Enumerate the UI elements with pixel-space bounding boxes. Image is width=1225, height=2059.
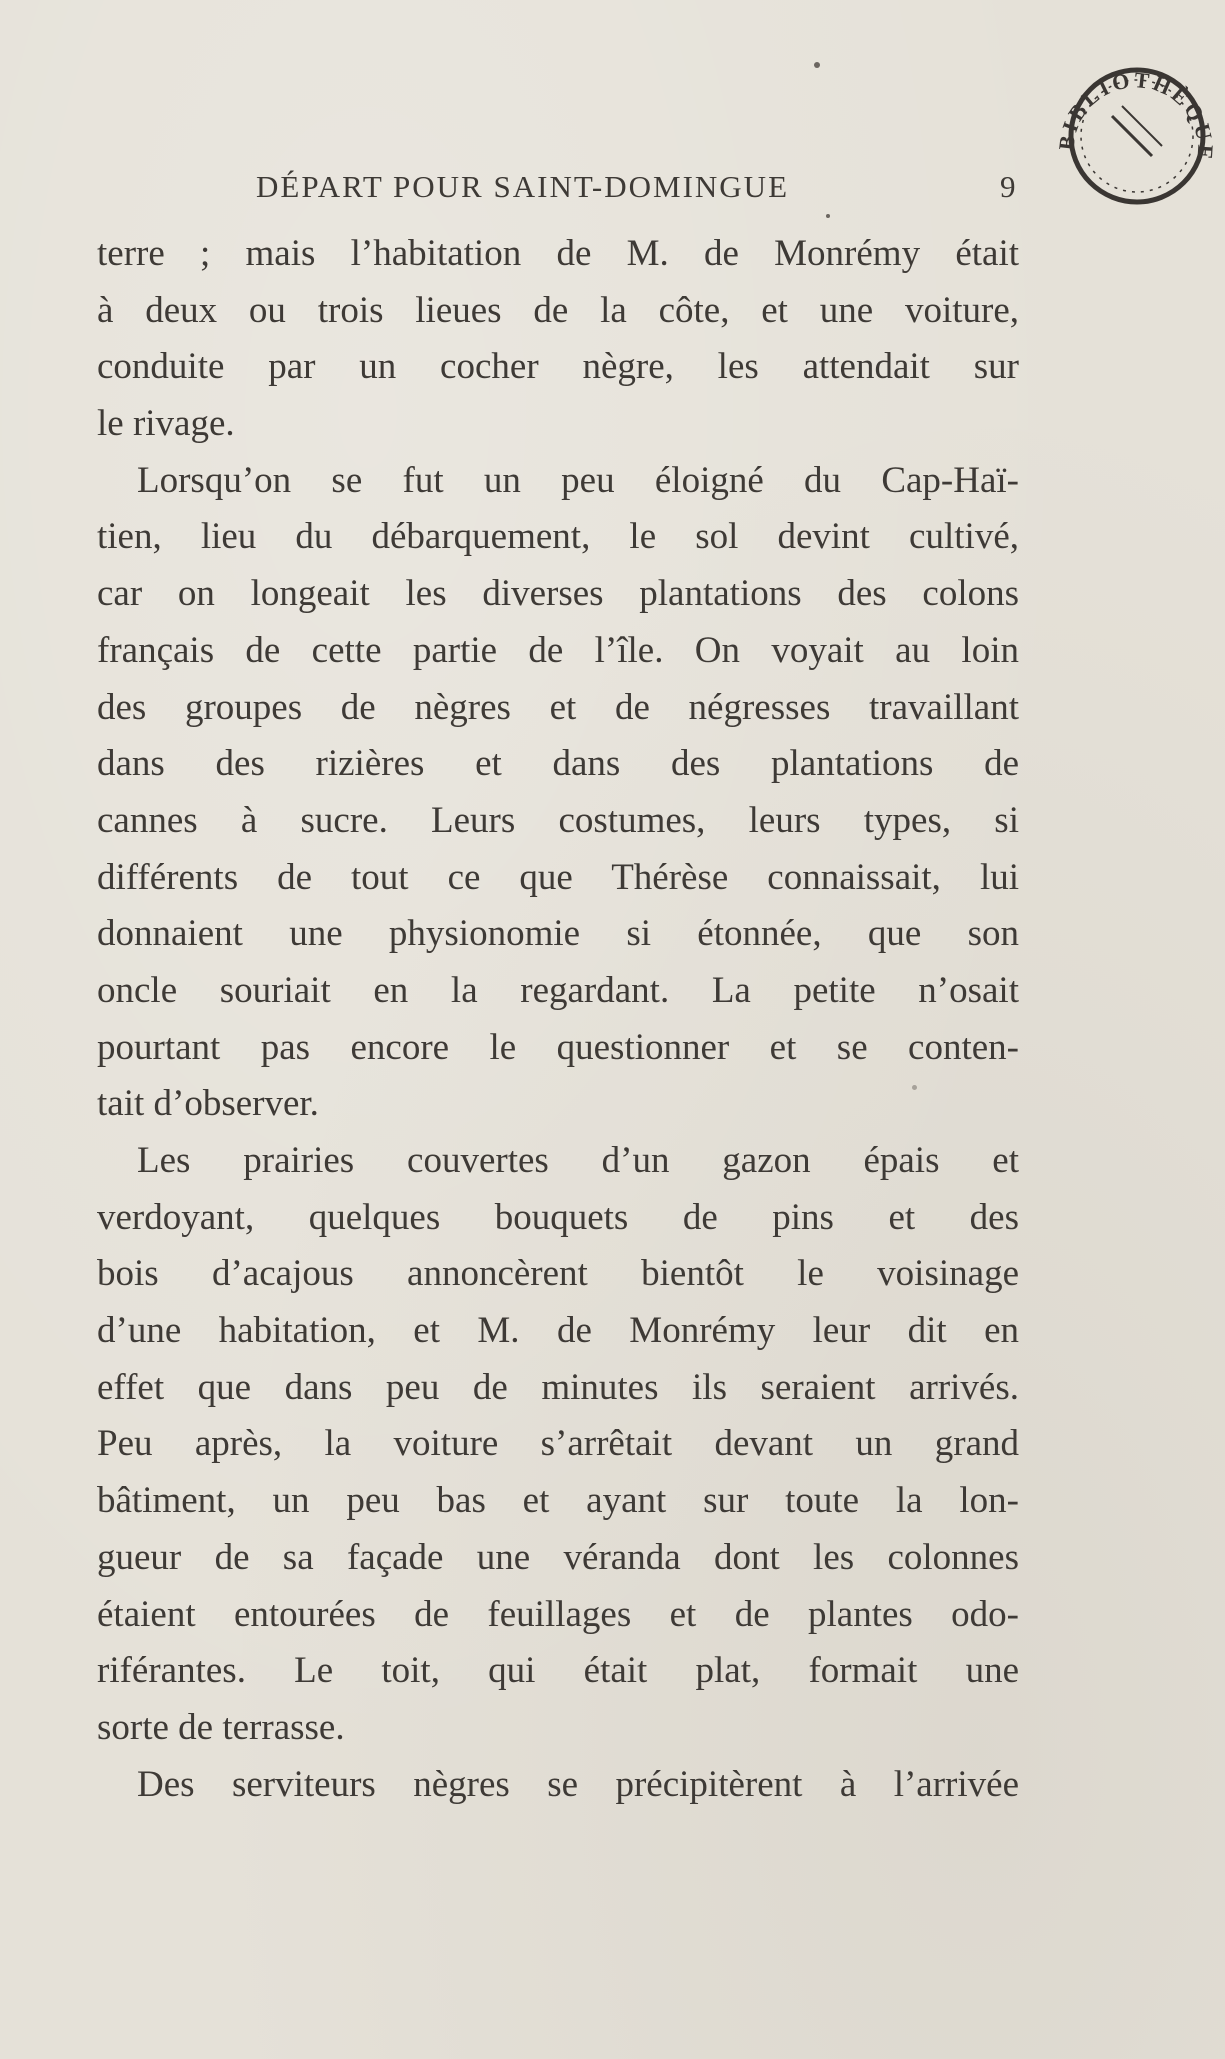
- page-number: 9: [1000, 169, 1016, 204]
- page-header: [0, 164, 1225, 210]
- text-line: Les prairies couvertes d’un gazon épais et: [137, 1140, 1019, 1181]
- text-line: dans des rizières et dans des plantations de: [97, 743, 1019, 785]
- paragraph: [97, 1757, 1019, 1814]
- text-line: sorte de terrasse.: [97, 1706, 345, 1748]
- text-line: à deux ou trois lieues de la côte, et une voiture,: [97, 289, 1019, 331]
- paragraph: [97, 1133, 1019, 1757]
- text-line: car on longeait les diverses plantations des colons: [97, 573, 1019, 615]
- paper-speck: [826, 214, 830, 218]
- text-line: pourtant pas encore le questionner et se conten-: [97, 1026, 1019, 1068]
- paragraph: [97, 226, 1019, 453]
- text-line: tien, lieu du débarquement, le sol devint cultivé,: [97, 516, 1019, 558]
- text-line: Peu après, la voiture s’arrêtait devant un grand: [97, 1423, 1019, 1465]
- text-line: cannes à sucre. Leurs costumes, leurs types, si: [97, 799, 1019, 841]
- text-line: tait d’observer.: [97, 1083, 319, 1125]
- text-line: gueur de sa façade une véranda dont les colonnes: [97, 1536, 1019, 1578]
- text-line: différents de tout ce que Thérèse connaissait, lui: [97, 856, 1019, 898]
- text-line: effet que dans peu de minutes ils seraient arrivés.: [97, 1366, 1019, 1408]
- text-line: des groupes de nègres et de négresses travaillant: [97, 686, 1019, 728]
- text-line: Lorsqu’on se fut un peu éloigné du Cap-Haï-: [137, 459, 1019, 501]
- text-line: bâtiment, un peu bas et ayant sur toute la lon-: [97, 1480, 1019, 1522]
- library-stamp: [1052, 56, 1222, 206]
- body-text: [97, 226, 1019, 1813]
- text-line: donnaient une physionomie si étonnée, que son: [97, 913, 1019, 955]
- text-line: Des serviteurs nègres se précipitèrent à l’arrivée: [137, 1763, 1019, 1805]
- paper-speck: [814, 62, 820, 68]
- text-line: le rivage.: [97, 403, 235, 445]
- text-line: conduite par un cocher nègre, les attendait sur: [97, 346, 1019, 388]
- text-line: terre ; mais l’habitation de M. de Monrémy était: [97, 233, 1019, 274]
- text-line: riférantes. Le toit, qui était plat, formait une: [97, 1650, 1019, 1692]
- text-line: verdoyant, quelques bouquets de pins et des: [97, 1196, 1019, 1238]
- text-line: français de cette partie de l’île. On voyait au loin: [97, 629, 1019, 671]
- stamp-text: BIBLIOTHÈQUE: [1053, 66, 1219, 164]
- text-line: oncle souriait en la regardant. La petite n’osait: [97, 969, 1019, 1011]
- text-line: bois d’acajous annoncèrent bientôt le voisinage: [97, 1253, 1019, 1295]
- paragraph: [97, 453, 1019, 1133]
- text-line: d’une habitation, et M. de Monrémy leur dit en: [97, 1310, 1019, 1352]
- text-line: étaient entourées de feuillages et de plantes odo-: [97, 1593, 1019, 1635]
- svg-text:BIBLIOTHÈQUE: [1054, 67, 1219, 163]
- running-title: DÉPART POUR SAINT-DOMINGUE: [256, 169, 789, 204]
